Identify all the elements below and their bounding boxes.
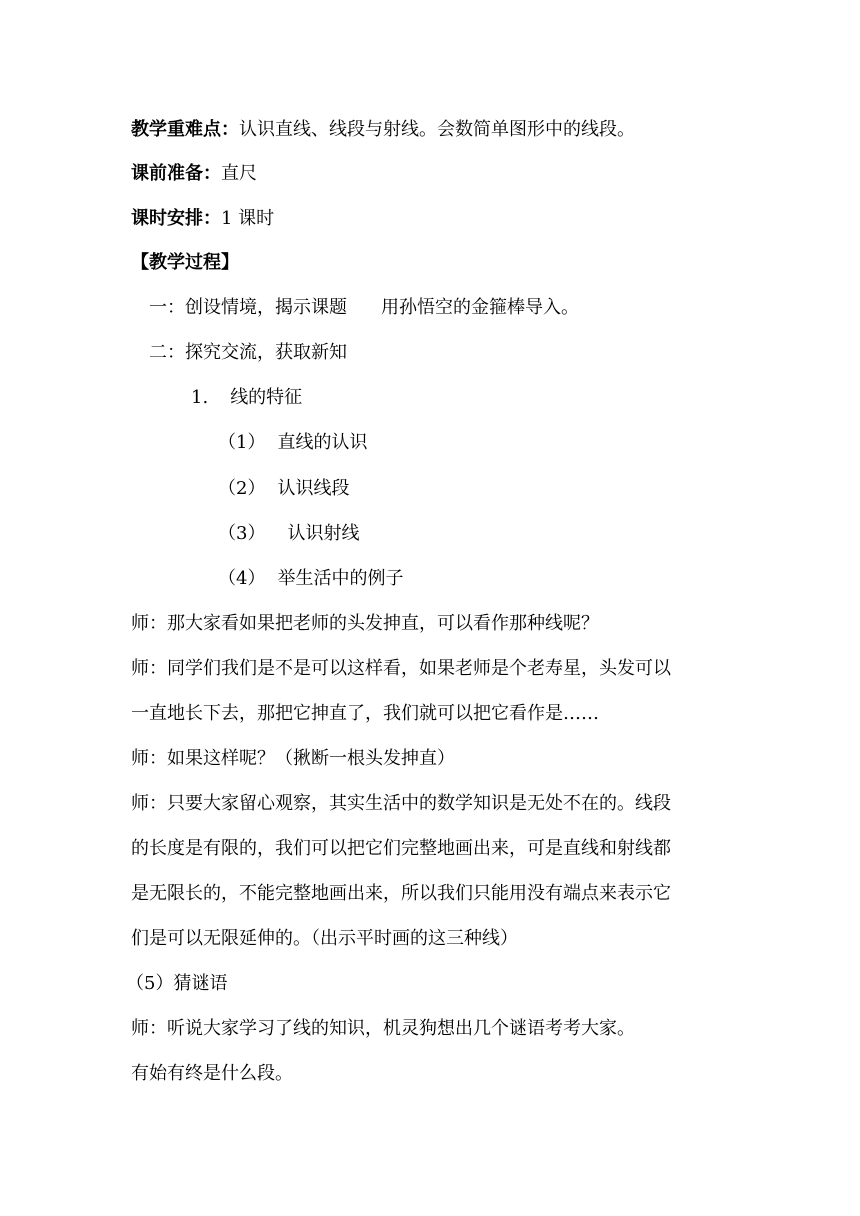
item-text: 直线的认识 [277, 432, 368, 453]
paragraph-1: 师：那大家看如果把老师的头发抻直，可以看作那种线呢？ [131, 613, 599, 634]
step2-line: 二：探究交流，获取新知 [149, 342, 347, 363]
item-num: （3） [218, 523, 266, 544]
item-text: 认识线段 [277, 478, 350, 499]
step1-label: 一：创设情境，揭示课题 [149, 297, 347, 318]
time-text: 1 课时 [221, 208, 275, 229]
list-item [218, 521, 359, 547]
step1-text: 用孙悟空的金箍棒导入。 [381, 297, 579, 318]
process-heading: 【教学过程】 [131, 252, 239, 273]
time-label: 课时安排： [131, 208, 221, 229]
paragraph-5: 师：听说大家学习了线的知识，机灵狗想出几个谜语考考大家。 [131, 1018, 635, 1039]
key-points-text: 认识直线、线段与射线。会数简单图形中的线段。 [239, 119, 635, 140]
paragraph-2-line-1: 师：同学们我们是不是可以这样看，如果老师是个老寿星，头发可以 [131, 658, 671, 679]
item-text: 认识射线 [287, 523, 360, 544]
item-text: 举生活中的例子 [277, 568, 404, 589]
paragraph-3: 师：如果这样呢？（揪断一根头发抻直） [131, 748, 455, 769]
riddle-heading: （5）猜谜语 [126, 973, 228, 994]
list-item [218, 566, 403, 592]
paragraph-4-line-3: 是无限长的，不能完整地画出来，所以我们只能用没有端点来表示它 [131, 883, 671, 904]
list-item [218, 430, 367, 456]
item-num: （2） [218, 478, 266, 499]
paragraph-4-line-4: 们是可以无限延伸的。（出示平时画的这三种线） [131, 928, 518, 949]
sub1-num: 1. [191, 387, 209, 408]
paragraph-4-line-2: 的长度是有限的，我们可以把它们完整地画出来，可是直线和射线都 [131, 838, 671, 859]
sub1-text: 线的特征 [230, 387, 303, 408]
sub1-line [191, 385, 302, 411]
time-line [131, 206, 274, 232]
item-num: （1） [218, 432, 266, 453]
step1-line [149, 295, 579, 321]
prep-text: 直尺 [221, 163, 257, 184]
prep-line [131, 161, 257, 187]
list-item [218, 476, 349, 502]
paragraph-4-line-1: 师：只要大家留心观察，其实生活中的数学知识是无处不在的。线段 [131, 793, 671, 814]
paragraph-2-line-2: 一直地长下去，那把它抻直了，我们就可以把它看作是…… [131, 703, 599, 724]
paragraph-6: 有始有终是什么段。 [131, 1063, 293, 1084]
item-num: （4） [218, 568, 266, 589]
prep-label: 课前准备： [131, 163, 221, 184]
key-points-line [131, 117, 635, 143]
key-points-label: 教学重难点： [131, 119, 239, 140]
